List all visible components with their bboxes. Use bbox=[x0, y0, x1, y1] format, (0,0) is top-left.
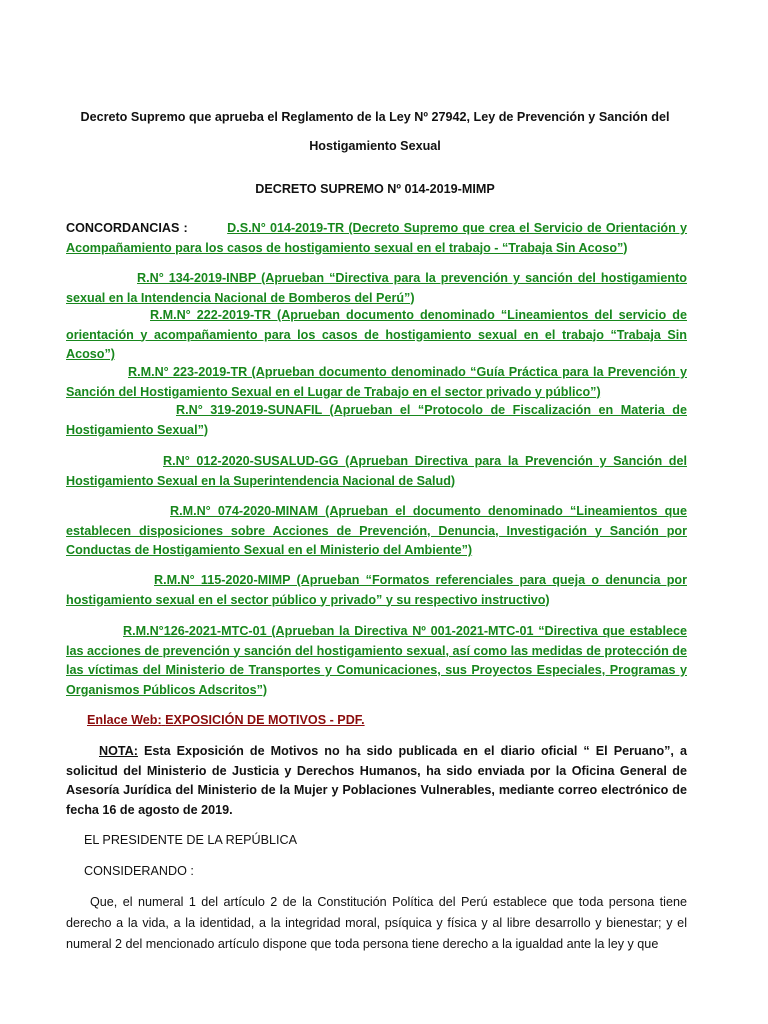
concordancia-link[interactable]: R.N° 012-2020-SUSALUD-GG (Aprueban Directiva para la Prevención y Sanción del Hostigamiento Sexual en la Superintendencia Nacional de Salud) bbox=[66, 454, 687, 488]
concordancia-item bbox=[66, 502, 687, 561]
concordancia-link[interactable]: R.M.N° 115-2020-MIMP (Aprueban “Formatos referenciales para queja o denuncia por hostigamiento sexual en el sector público y privado” y su respectivo instructivo) bbox=[66, 573, 687, 607]
enlace-link-text: EXPOSICIÓN DE MOTIVOS - PDF. bbox=[165, 713, 365, 727]
concordancia-link[interactable]: R.M.N°126-2021-MTC-01 (Aprueban la Directiva Nº 001-2021-MTC-01 “Directiva que establece las acciones de prevención y sanción del hostigamiento sexual, así como las medidas de protección de las víctimas del Ministerio de Transportes y Comunicaciones, sus Proyectos Especiales, Programas y Organismos Públicos Adscritos”) bbox=[66, 624, 687, 697]
concordancia-link[interactable]: R.N° 319-2019-SUNAFIL (Aprueban el “Protocolo de Fiscalización en Materia de Hostigamiento Sexual”) bbox=[66, 403, 687, 437]
presidente-heading: EL PRESIDENTE DE LA REPÚBLICA bbox=[84, 833, 297, 847]
document-title-line1: Decreto Supremo que aprueba el Reglamento de la Ley Nº 27942, Ley de Prevención y Sanción del bbox=[80, 110, 670, 124]
document-title-line2: Hostigamiento Sexual bbox=[309, 139, 441, 153]
concordancia-item bbox=[66, 363, 687, 402]
considerando-heading: CONSIDERANDO : bbox=[84, 864, 194, 878]
enlace-web bbox=[66, 711, 687, 731]
concordancia-item bbox=[66, 269, 687, 308]
concordancias-label: CONCORDANCIAS : bbox=[66, 221, 188, 235]
concordancia-item bbox=[66, 571, 687, 610]
decree-number: DECRETO SUPREMO Nº 014-2019-MIMP bbox=[255, 182, 495, 196]
concordancia-link[interactable]: D.S.N° 014-2019-TR (Decreto Supremo que crea el Servicio de Orientación y Acompañamiento para los casos de hostigamiento sexual en el trabajo - “Trabaja Sin Acoso”) bbox=[66, 221, 688, 255]
concordancia-item bbox=[66, 622, 687, 700]
concordancia-link[interactable]: R.M.N° 222-2019-TR (Aprueban documento denominado “Lineamientos del servicio de orientación y acompañamiento para los casos de hostigamiento sexual en el trabajo “Trabaja Sin Acoso”) bbox=[66, 308, 687, 361]
body-paragraph: Que, el numeral 1 del artículo 2 de la Constitución Política del Perú establece que toda persona tiene derecho a la vida, a la identidad, a la integridad moral, psíquica y física y al libre desarrollo y bienestar; y el numeral 2 del mencionado artículo dispone que toda persona tiene derecho a la igualdad ante la ley y que bbox=[66, 895, 687, 951]
concordancia-link[interactable]: R.M.N° 223-2019-TR (Aprueban documento denominado “Guía Práctica para la Prevención y Sanción del Hostigamiento Sexual en el Lugar de Trabajo en el sector privado y público”) bbox=[66, 365, 687, 399]
enlace-prefix: Enlace Web: bbox=[87, 713, 162, 727]
nota-text: Esta Exposición de Motivos no ha sido publicada en el diario oficial “ El Peruano”, a solicitud del Ministerio de Justicia y Derechos Humanos, ha sido enviada por la Oficina General de Asesoría Jurídica del Ministerio de la Mujer y Poblaciones Vulnerables, mediante correo electrónico de fecha 16 de agosto de 2019. bbox=[66, 744, 687, 817]
concordancia-item bbox=[66, 452, 687, 491]
concordancia-link[interactable]: R.M.N° 074-2020-MINAM (Aprueban el documento denominado “Lineamientos que establecen disposiciones sobre Acciones de Prevención, Denuncia, Investigación y Sanción por Conductas de Hostigamiento Sexual en el Ministerio del Ambiente”) bbox=[66, 504, 687, 557]
concordancia-item bbox=[66, 219, 687, 258]
nota-paragraph bbox=[66, 742, 687, 820]
nota-label: NOTA: bbox=[99, 744, 138, 758]
concordancia-item bbox=[66, 401, 687, 440]
concordancia-item bbox=[66, 306, 687, 365]
exposicion-motivos-link[interactable] bbox=[87, 713, 365, 727]
concordancia-link[interactable]: R.N° 134-2019-INBP (Aprueban “Directiva para la prevención y sanción del hostigamiento sexual en la Intendencia Nacional de Bomberos del Perú”) bbox=[66, 271, 687, 305]
